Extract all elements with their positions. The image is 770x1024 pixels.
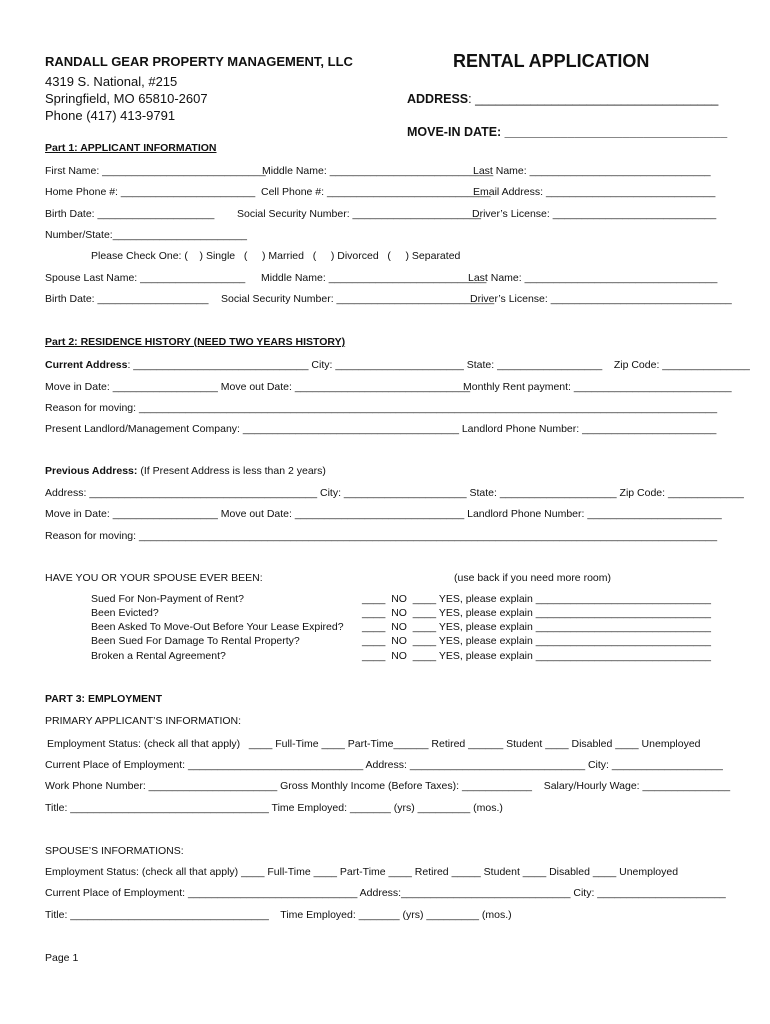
company-address-line2: Springfield, MO 65810-2607 xyxy=(45,91,208,106)
current-address-label: Current Address xyxy=(45,359,128,371)
cell-phone-field[interactable]: Cell Phone #: ____________________________ xyxy=(261,186,491,198)
page-number: Page 1 xyxy=(45,952,79,964)
rental-address-field[interactable] xyxy=(407,91,718,107)
previous-address-note: (If Present Address is less than 2 years) xyxy=(137,465,326,477)
middle-name-field[interactable]: Middle Name: ____________________________ xyxy=(262,165,494,177)
landlord-company-field[interactable]: Present Landlord/Management Company: _____________________________________ Landlord Phone Number: _______________________ xyxy=(45,423,717,435)
marital-status-checkboxes[interactable]: Please Check One: ( ) Single ( ) Married ( ) Divorced ( ) Separated xyxy=(91,250,461,262)
current-address-fields: : ______________________________ City: ______________________ State: __________________ Zip Code: _______________ xyxy=(127,359,750,371)
question-answer-field[interactable]: ____ NO ____ YES, please explain ______________________________ xyxy=(362,650,711,662)
spouse-employer-field[interactable]: Current Place of Employment: _____________________________ Address:_____________________________ City: ______________________ xyxy=(45,887,726,899)
current-address-row[interactable] xyxy=(45,359,750,372)
move-dates-field[interactable]: Move in Date: __________________ Move out Date: ______________________________ xyxy=(45,381,471,393)
primary-employment-status-field[interactable]: Employment Status: (check all that apply) ____ Full-Time ____ Part-Time______ Retired ______ Student ____ Disabled ____ Unemployed xyxy=(47,738,701,750)
primary-income-field[interactable]: Work Phone Number: ______________________ Gross Monthly Income (Before Taxes): ____________ Salary/Hourly Wage: _______________ xyxy=(45,780,731,792)
spouse-last-name-field[interactable]: Spouse Last Name: __________________ xyxy=(45,272,246,284)
primary-applicant-heading: PRIMARY APPLICANT’S INFORMATION: xyxy=(45,715,242,727)
primary-employer-field[interactable]: Current Place of Employment: ______________________________ Address: ______________________________ City: ___________________ xyxy=(45,759,723,771)
history-question-header: HAVE YOU OR YOUR SPOUSE EVER BEEN: xyxy=(45,572,263,584)
home-phone-field[interactable]: Home Phone #: _______________________ xyxy=(45,186,256,198)
question-item: Been Sued For Damage To Rental Property? xyxy=(91,635,300,647)
ssn-field[interactable]: Social Security Number: ______________________ xyxy=(237,208,482,220)
spouse-middle-name-field[interactable]: Middle Name: ___________________________ xyxy=(261,272,487,284)
part3-heading: PART 3: EMPLOYMENT xyxy=(45,693,163,705)
spouse-title-field[interactable]: Title: __________________________________ Time Employed: _______ (yrs) _________ (mos.) xyxy=(45,909,512,921)
last-name-field[interactable]: Last Name: _______________________________ xyxy=(473,165,711,177)
primary-title-field[interactable]: Title: __________________________________ Time Employed: _______ (yrs) _________ (mos.) xyxy=(45,802,503,814)
previous-address-label: Previous Address: xyxy=(45,465,138,477)
question-item: Sued For Non-Payment of Rent? xyxy=(91,593,244,605)
move-in-date-field[interactable]: MOVE-IN DATE: ________________________________ xyxy=(407,125,728,139)
question-answer-field[interactable]: ____ NO ____ YES, please explain ______________________________ xyxy=(362,593,711,605)
form-title: RENTAL APPLICATION xyxy=(453,51,650,71)
first-name-field[interactable]: First Name: ____________________________ xyxy=(45,165,266,177)
spouse-last-name2-field[interactable]: Last Name: _________________________________ xyxy=(468,272,718,284)
license-number-state-field[interactable]: Number/State:_______________________ xyxy=(45,229,248,241)
spouse-ssn-field[interactable]: Social Security Number: ___________________________ xyxy=(221,293,495,305)
monthly-rent-field[interactable]: Monthly Rent payment: ___________________________ xyxy=(463,381,732,393)
question-answer-field[interactable]: ____ NO ____ YES, please explain ______________________________ xyxy=(362,621,711,633)
birth-date-field[interactable]: Birth Date: ____________________ xyxy=(45,208,215,220)
part1-heading: Part 1: APPLICANT INFORMATION xyxy=(45,142,217,154)
spouse-info-heading: SPOUSE’S INFORMATIONS: xyxy=(45,845,184,857)
history-question-note: (use back if you need more room) xyxy=(454,572,611,584)
question-item: Been Asked To Move-Out Before Your Lease Expired? xyxy=(91,621,344,633)
previous-address-field[interactable]: Address: _______________________________________ City: _____________________ State: ____________________ Zip Code: _____________ xyxy=(45,487,744,499)
part2-heading: Part 2: RESIDENCE HISTORY (NEED TWO YEARS HISTORY) xyxy=(45,336,346,348)
previous-reason-moving-field[interactable]: Reason for moving: ___________________________________________________________________________________________________ xyxy=(45,530,718,542)
drivers-license-field[interactable]: Driver’s License: ____________________________ xyxy=(472,208,717,220)
spouse-employment-status-field[interactable]: Employment Status: (check all that apply) ____ Full-Time ____ Part-Time ____ Retired _____ Student ____ Disabled ____ Unemployed xyxy=(45,866,679,878)
company-address-line1: 4319 S. National, #215 xyxy=(45,74,178,89)
previous-move-dates-field[interactable]: Move in Date: __________________ Move out Date: _____________________________ Landlord Phone Number: _______________________ xyxy=(45,508,722,520)
spouse-birth-date-field[interactable]: Birth Date: ___________________ xyxy=(45,293,209,305)
question-item: Been Evicted? xyxy=(91,607,159,619)
company-phone: Phone (417) 413-9791 xyxy=(45,108,176,123)
address-line: : ___________________________________ xyxy=(468,92,719,106)
reason-moving-field[interactable]: Reason for moving: ___________________________________________________________________________________________________ xyxy=(45,402,718,414)
question-item: Broken a Rental Agreement? xyxy=(91,650,226,662)
question-answer-field[interactable]: ____ NO ____ YES, please explain ______________________________ xyxy=(362,607,711,619)
company-name: RANDALL GEAR PROPERTY MANAGEMENT, LLC xyxy=(45,54,353,69)
spouse-drivers-license-field[interactable]: Driver’s License: _______________________________ xyxy=(470,293,732,305)
address-label: ADDRESS xyxy=(407,92,469,106)
question-answer-field[interactable]: ____ NO ____ YES, please explain ______________________________ xyxy=(362,635,711,647)
email-field[interactable]: Email Address: _____________________________ xyxy=(473,186,716,198)
previous-address-heading xyxy=(45,465,326,478)
